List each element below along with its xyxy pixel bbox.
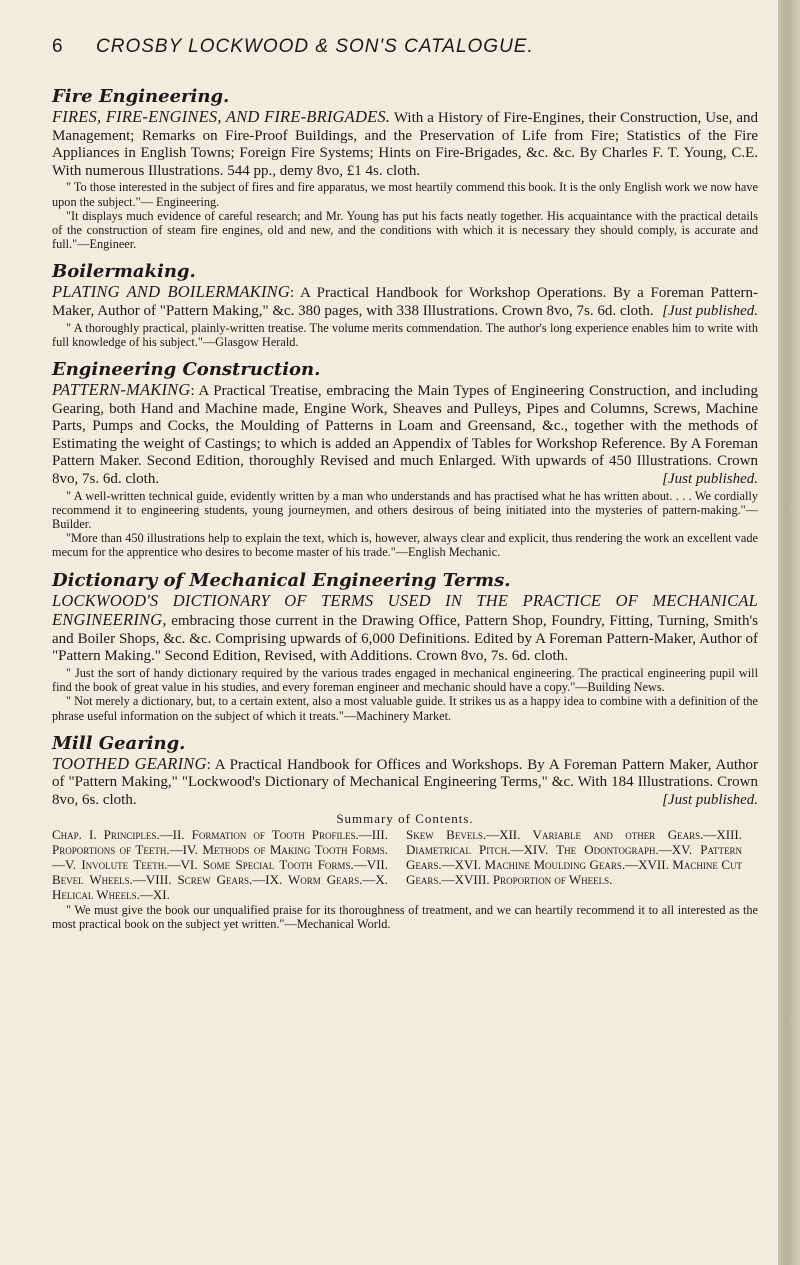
book-entry <box>52 755 758 810</box>
review-quote: " Just the sort of handy dictionary required by the various trades engaged in mechanical engineering. The practical engineering pupil will find the book of great value in his studies, and every foreman engineer and mechanic should have a copy."—Building News. <box>52 665 758 695</box>
section-fire-engineering <box>52 86 758 251</box>
page-number: 6 <box>52 36 64 57</box>
contents-left-column: Chap. I. Principles.—II. Formation of Tooth Profiles.—III. Proportions of Teeth.—IV. Methods of Making Tooth Forms.—V. Involute Teeth.—VI. Some Special Tooth Forms.—VII. Bevel Wheels.—VIII. Screw Gears.—IX. Worm Gears.—X. Helical Wheels.—XI. <box>52 826 388 903</box>
review-quote: " Not merely a dictionary, but, to a certain extent, also a most valuable guide. It strikes us as a happy idea to combine with a definition of the phrase useful information on the subject of which it treats."—Machinery Market. <box>52 694 758 723</box>
running-head <box>52 36 758 76</box>
publication-status: [Just published. <box>662 791 758 808</box>
book-description: : A Practical Handbook for Offices and Workshops. By A Foreman Pattern Maker, Author of "Pattern Making," "Lockwood's Dictionary of Mechanical Engineering Terms," &c. With 184 Illustrations. Crown 8vo, 6s. cloth. <box>52 756 758 808</box>
section-boilermaking <box>52 261 758 349</box>
section-engineering-construction <box>52 359 758 560</box>
book-description: : A Practical Handbook for Workshop Operations. By a Foreman Pattern-Maker, Author of "Pattern Making," &c. 380 pages, with 338 Illustrations. Crown 8vo, 7s. 6d. cloth. <box>52 285 758 319</box>
section-title: Engineering Construction. <box>52 358 321 380</box>
running-title: CROSBY LOCKWOOD & SON'S CATALOGUE. <box>96 36 534 57</box>
page-content <box>52 36 758 931</box>
review-quote: " To those interested in the subject of fires and fire apparatus, we most heartily commend this book. It is the only English work we now have upon the subject."— Engineering. <box>52 180 758 209</box>
section-title: Dictionary of Mechanical Engineering Terms. <box>52 569 511 591</box>
publication-status: [Just published. <box>662 302 758 319</box>
contents-columns <box>52 827 758 903</box>
publication-status: [Just published. <box>662 470 758 487</box>
summary-of-contents-title: Summary of Contents. <box>336 810 474 826</box>
section-title: Mill Gearing. <box>52 732 186 754</box>
review-quote: " A thoroughly practical, plainly-written treatise. The volume merits commendation. The author's long experience enables him to write with full knowledge of his subject."—Glasgow Herald. <box>52 320 758 349</box>
review-quote: "More than 450 illustrations help to explain the text, which is, however, always clear and explicit, thus rendering the work an excellent vade mecum for the apprentice who desires to become master of his trade."—English Mechanic. <box>52 531 758 560</box>
book-title: TOOTHED GEARING <box>52 753 207 773</box>
section-mill-gearing <box>52 733 758 931</box>
book-title: FIRES, FIRE-ENGINES, AND FIRE-BRIGADES. <box>52 107 391 126</box>
book-entry <box>52 108 758 180</box>
section-title: Boilermaking. <box>52 261 196 283</box>
book-entry <box>52 283 758 320</box>
book-title: PATTERN-MAKING <box>52 379 191 399</box>
page-edge <box>778 0 800 1265</box>
review-quote: "It displays much evidence of careful research; and Mr. Young has put his facts neatly together. His acquaintance with the practical details of the construction of steam fire engines, old and new, and the conditions with which it is necessary they should comply, is accurate and full."—Engineer. <box>52 208 758 252</box>
review-quote: " A well-written technical guide, evidently written by a man who understands and has practised what he has written about. . . . We cordially recommend it to engineering students, young journeymen, and others desirous of being initiated into the mysteries of pattern-making."—Builder. <box>52 488 758 531</box>
book-description: With a History of Fire-Engines, their Construction, Use, and Management; Remarks on Fire-Proof Buildings, and the Preservation of Life from Fire; Statistics of the Fire Appliances in English Towns; Foreign Fire Systems; Hints on Fire-Brigades, &c. &c. By Charles F. T. Young, C.E. With numerous Illustrations. 544 pp., demy 8vo, £1 4s. cloth. <box>52 110 758 179</box>
book-title: PLATING AND BOILERMAKING <box>52 282 290 302</box>
section-title: Fire Engineering. <box>52 86 230 107</box>
book-entry <box>52 381 758 489</box>
review-quote: " We must give the book our unqualified praise for its thoroughness of treatment, and we can heartily recommend it to all interested as the most practical book on the subject yet written."—Mechanical World. <box>52 902 758 931</box>
contents-right-column: Skew Bevels.—XII. Variable and other Gears.—XIII. Diametrical Pitch.—XIV. The Odontograph.—XV. Pattern Gears.—XVI. Machine Moulding Gears.—XVII. Machine Cut Gears.—XVIII. Proportion of Wheels. <box>406 826 742 888</box>
book-description: embracing those current in the Drawing Office, Pattern Shop, Foundry, Fitting, Turning, Smith's and Boiler Shops, &c. &c. Comprising upwards of 6,000 Definitions. Edited by A Foreman Pattern-Maker, Author of "Pattern Making." Second Edition, Revised, with Additions. Crown 8vo, 7s. 6d. cloth. <box>52 613 758 665</box>
book-entry <box>52 592 758 666</box>
book-description: : A Practical Treatise, embracing the Main Types of Engineering Construction, and including Gearing, both Hand and Machine made, Engine Work, Sheaves and Pulleys, Pipes and Columns, Screws, Machine Parts, Pumps and Cocks, the Moulding of Patterns in Loam and Greensand, &c., together with the methods of Estimating the weight of Castings; to which is added an Appendix of Tables for Workshop Reference. By A Foreman Pattern Maker. Second Edition, thoroughly Revised and much Enlarged. With upwards of 450 Illustrations. Crown 8vo, 7s. 6d. cloth. <box>52 382 758 487</box>
section-dictionary <box>52 570 758 723</box>
book-title: LOCKWOOD'S DICTIONARY OF TERMS USED IN THE PRACTICE OF MECHANICAL ENGINEERING, <box>52 590 758 630</box>
